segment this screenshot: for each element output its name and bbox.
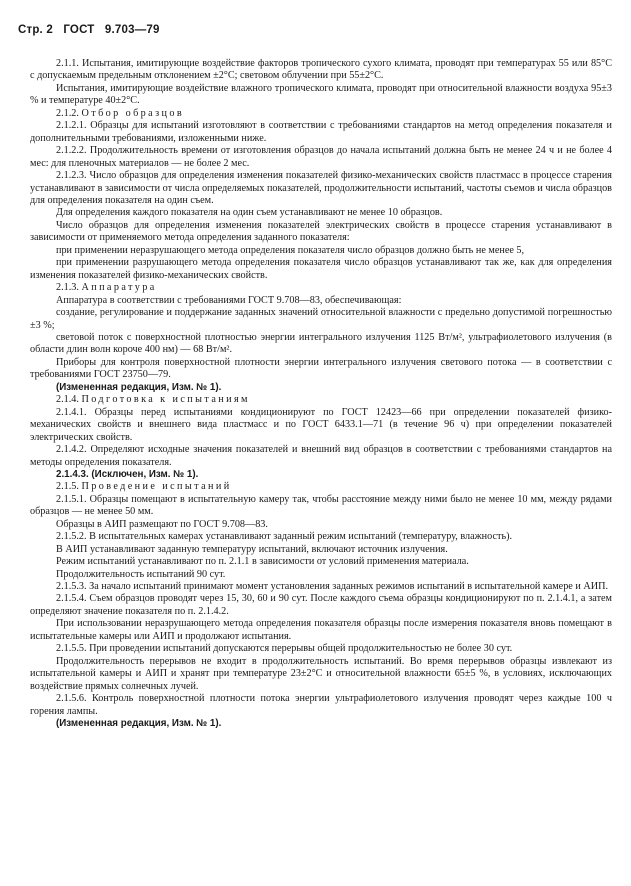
section-number: 2.1.4.: [56, 394, 79, 406]
paragraph-duration: Продолжительность испытаний 90 сут.: [56, 568, 226, 580]
paragraph-2-1-1-humid: Испытания, имитирующие воздействие влажного тропического климата, проводят при относительной влажности воздуха 95±3 % и температуре 40±2°С.: [30, 82, 612, 107]
section-number: 2.1.3.: [56, 282, 79, 294]
paragraph-samples-per-removal: Для определения каждого показателя на один съем устанавливают не менее 10 образцов.: [56, 207, 443, 219]
section-title: Подготовка к испытаниям: [81, 394, 250, 406]
paragraph-nondestructive: при применении неразрушающего метода определения показателя число образцов должно быть не менее 5,: [56, 244, 525, 256]
paragraph-light-flux: световой поток с поверхностной плотностью энергии интегрального излучения 1125 Вт/м², ультрафиолетового излучения (в области длин волн короче 400 нм) — 68 Вт/м².: [30, 331, 612, 356]
paragraph-2-1-5-5: 2.1.5.5. При проведении испытаний допускаются перерывы общей продолжительностью не более 30 сут.: [56, 643, 513, 655]
paragraph-2-1-2-2: 2.1.2.2. Продолжительность времени от изготовления образцов до начала испытаний должна быть не менее 24 ч и не более 4 мес: для пленочных материалов — не более 2 мес.: [30, 145, 612, 169]
section-heading-2-1-5: [30, 481, 612, 493]
amendment-note-final: (Измененная редакция, Изм. № 1).: [56, 718, 222, 730]
paragraph-2-1-2-3: 2.1.2.3. Число образцов для определения изменения показателей физико-механических свойств пластмасс в процессе старения устанавливают в зависимости от числа определяемых показателей, продолжительности испытаний, частоты съемов и числа образцов для определения показателя на один съем.: [30, 170, 612, 206]
paragraph-nondestructive-return: При использовании неразрушающего метода определения показателя образцы после измерения показателя вновь помещают в испытательные камеры или АИП и продолжают испытания.: [30, 618, 612, 642]
section-heading-2-1-3: [30, 282, 612, 294]
paragraph-2-1-4-3: 2.1.4.3. (Исключен, Изм. № 1).: [56, 468, 199, 480]
paragraph-electrical-samples: Число образцов для определения изменения показателей электрических свойств в процессе старения устанавливают в зависимости от применяемого метода определения заданного показателя:: [30, 219, 612, 244]
section-heading-2-1-4: [30, 394, 612, 406]
standard-number: 9.703—79: [104, 24, 160, 36]
paragraph-2-1-4-2: 2.1.4.2. Определяют исходные значения показателей и внешний вид образцов в соответствии с требованиями стандартов на методы определения показателя.: [30, 444, 612, 468]
paragraph-humidity-control: создание, регулирование и поддержание заданных значений относительной влажности с предельно допустимой погрешностью ±3 %;: [30, 307, 612, 331]
section-title: Отбор образцов: [81, 107, 185, 119]
section-title: Проведение испытаний: [81, 481, 232, 493]
section-number: 2.1.2.: [56, 107, 79, 119]
paragraph-2-1-1: 2.1.1. Испытания, имитирующие воздействие факторов тропического сухого климата, проводят при температурах 55 или 85°С с допускаемым предельным отклонением ±2°С; световом облучении при 55±2°С.: [30, 58, 612, 82]
paragraph-2-1-5-1: 2.1.5.1. Образцы помещают в испытательную камеру так, чтобы расстояние между ними было не менее 10 мм, между рядами образцов — не менее 50 мм.: [30, 493, 612, 518]
paragraph-destructive: при применении разрушающего метода определения показателя число образцов устанавливают так же, как для определения изменения показателей физико-механических свойств.: [30, 257, 612, 281]
page-number: Стр. 2: [18, 24, 53, 36]
page-header: [18, 24, 167, 36]
paragraph-test-mode: Режим испытаний устанавливают по п. 2.1.1 в зависимости от условий применения материала.: [56, 556, 469, 568]
paragraph-aip-temperature: В АИП устанавливают заданную температуру испытаний, включают источник излучения.: [56, 543, 448, 555]
document-body: [30, 58, 612, 730]
section-title: Аппаратура: [81, 282, 157, 294]
amendment-note: (Измененная редакция, Изм. № 1).: [56, 381, 222, 393]
standard-label: ГОСТ: [63, 24, 95, 36]
paragraph-2-1-5-4: 2.1.5.4. Съем образцов проводят через 15, 30, 60 и 90 сут. После каждого съема образцы кондиционируют по п. 2.1.4.1, а затем определяют значение показателя по п. 2.1.4.2.: [30, 593, 612, 617]
section-number: 2.1.5.: [56, 481, 79, 493]
section-heading-2-1-2: [30, 108, 612, 120]
paragraph-2-1-2-1: 2.1.2.1. Образцы для испытаний изготовляют в соответствии с требованиями стандартов на метод определения показателя и дополнительными требованиями, изложенными ниже.: [30, 120, 612, 144]
paragraph-apparatus: Аппаратура в соответствии с требованиями ГОСТ 9.708—83, обеспечивающая:: [56, 294, 402, 306]
paragraph-2-1-4-1: 2.1.4.1. Образцы перед испытаниями кондиционируют по ГОСТ 12423—66 при определении показателей физико-механических свойств и внешнего вида пластмасс и по ГОСТ 6433.1—71 (в течение 96 ч) при определении показателей электрических свойств.: [30, 406, 612, 443]
paragraph-2-1-5-6: 2.1.5.6. Контроль поверхностной плотности потока энергии ультрафиолетового излучения проводят через каждые 100 ч горения лампы.: [30, 693, 612, 717]
paragraph-2-1-5-2: 2.1.5.2. В испытательных камерах устанавливают заданный режим испытаний (температуру, влажность).: [56, 531, 513, 543]
paragraph-2-1-5-3: 2.1.5.3. За начало испытаний принимают момент установления заданных режимов испытаний в испытательной камере и АИП.: [56, 581, 608, 593]
paragraph-breaks: Продолжительность перерывов не входит в продолжительность испытаний. Во время перерывов образцы извлекают из испытательной камеры и АИП и хранят при температуре 23±2°С и относительной влажности 65±5 %, в условиях, исключающих воздействие прямых солнечных лучей.: [30, 655, 612, 692]
paragraph-control-devices: Приборы для контроля поверхностной плотности энергии интегрального излучения светового потока — в соответствии с требованиями ГОСТ 23750—79.: [30, 356, 612, 381]
paragraph-aip-placement: Образцы в АИП размещают по ГОСТ 9.708—83.: [56, 518, 268, 530]
